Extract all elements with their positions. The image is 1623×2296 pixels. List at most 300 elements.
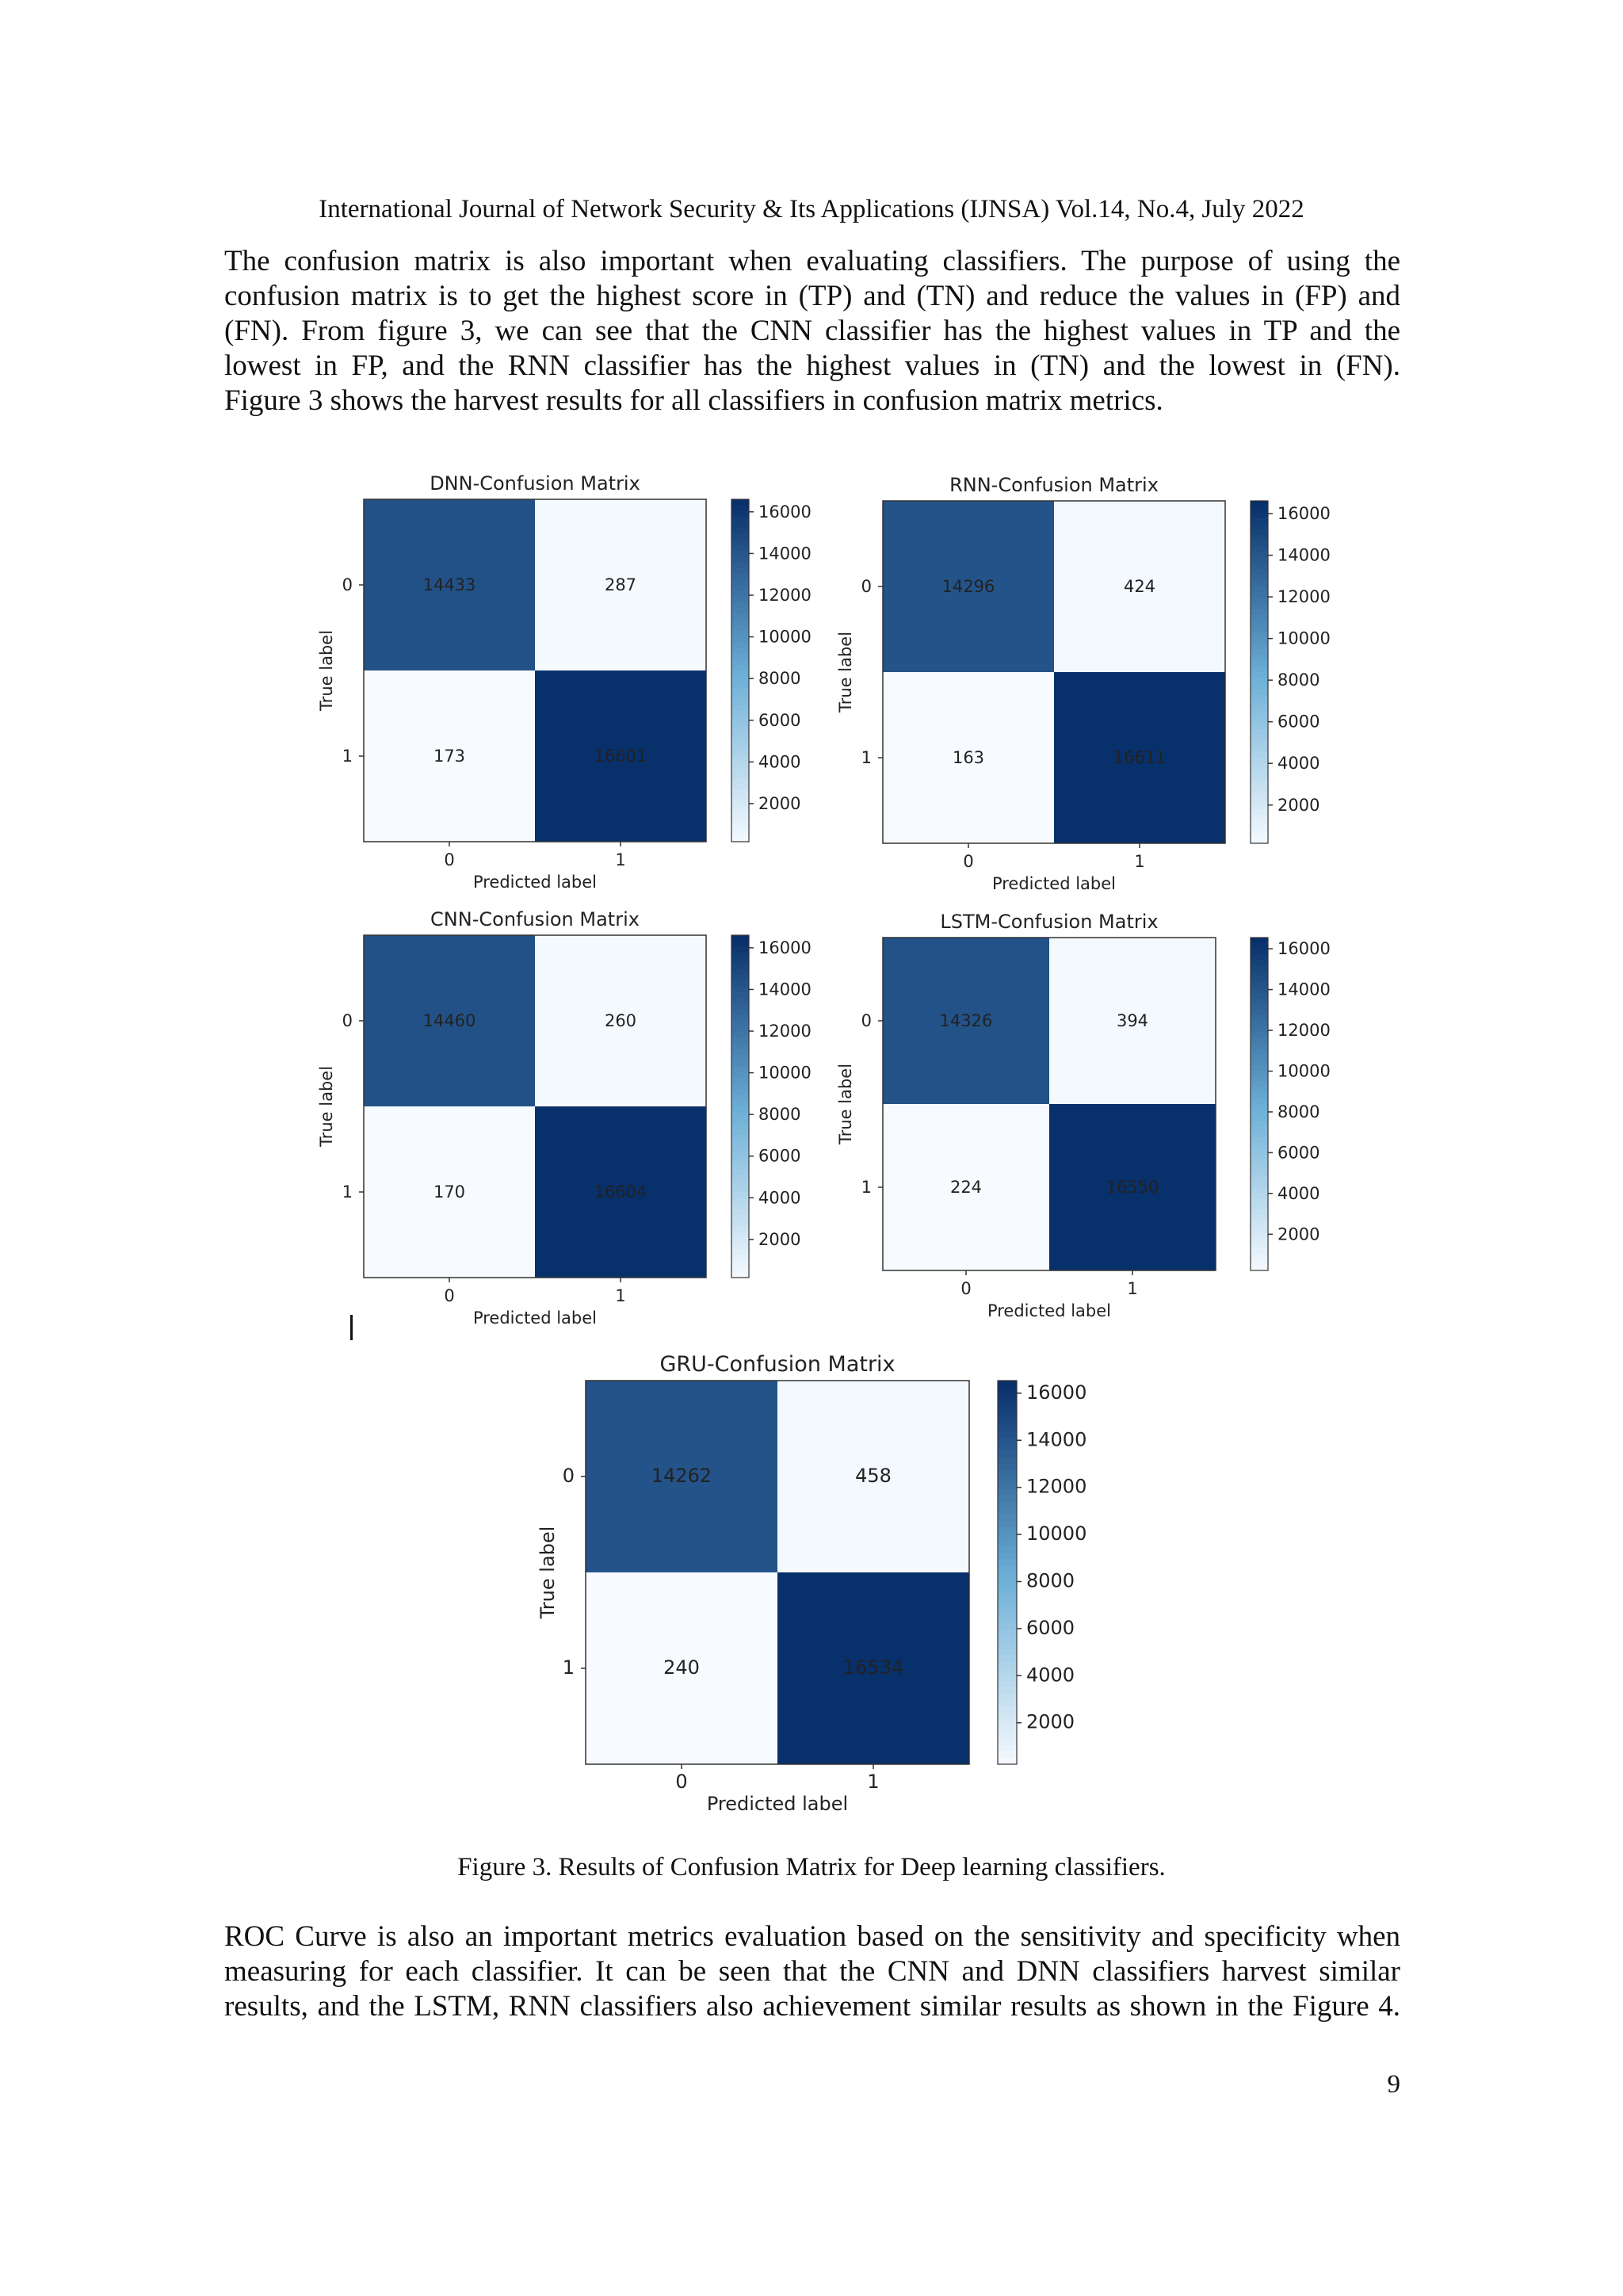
- colorbar-segment: [731, 1015, 749, 1022]
- colorbar-tick-label: 8000: [1277, 670, 1320, 690]
- colorbar-segment: [1251, 512, 1268, 518]
- cell-value: 424: [1123, 577, 1156, 596]
- colorbar-tick-label: 16000: [1277, 504, 1331, 524]
- colorbar-segment: [731, 779, 749, 785]
- colorbar-segment: [1251, 712, 1268, 718]
- colorbar-segment: [1251, 747, 1268, 753]
- x-tick-label: 0: [960, 1279, 972, 1298]
- colorbar-segment: [1251, 1159, 1268, 1166]
- colorbar-segment: [731, 574, 749, 580]
- colorbar-segment: [998, 1528, 1017, 1535]
- colorbar-segment: [1251, 1093, 1268, 1099]
- colorbar-segment: [731, 562, 749, 568]
- colorbar-segment: [1251, 690, 1268, 696]
- colorbar-segment: [1251, 1132, 1268, 1138]
- colorbar-segment: [1251, 1226, 1268, 1232]
- text-line: ROC Curve is also an important metrics evaluation based on the sensitivity and specificity when: [224, 1920, 1400, 1953]
- colorbar-segment: [998, 1675, 1017, 1682]
- colorbar-segment: [1251, 1037, 1268, 1044]
- colorbar-tick-label: 12000: [758, 1022, 812, 1041]
- colorbar-segment: [1251, 1165, 1268, 1171]
- colorbar-segment: [731, 579, 749, 586]
- colorbar-segment: [998, 1572, 1017, 1580]
- text-line: results, and the LSTM, RNN classifiers also achievement similar results as shown in the Figure 4.: [224, 1990, 1400, 2023]
- colorbar-tick-label: 10000: [1277, 628, 1331, 648]
- colorbar-segment: [731, 1158, 749, 1164]
- colorbar-segment: [731, 1209, 749, 1216]
- colorbar-segment: [1251, 706, 1268, 712]
- colorbar-tick-label: 2000: [1277, 1224, 1320, 1244]
- dnn-confusion-matrix: [313, 466, 852, 898]
- colorbar-segment: [1251, 547, 1268, 553]
- colorbar-tick-label: 12000: [1026, 1475, 1087, 1498]
- colorbar-segment: [731, 1266, 749, 1273]
- colorbar-segment: [998, 1630, 1017, 1637]
- colorbar-tick-label: 10000: [1026, 1522, 1087, 1545]
- colorbar-segment: [1251, 1204, 1268, 1210]
- colorbar-segment: [731, 796, 749, 802]
- colorbar-segment: [731, 590, 749, 597]
- colorbar-segment: [731, 642, 749, 648]
- colorbar-segment: [731, 528, 749, 534]
- colorbar-segment: [1251, 752, 1268, 758]
- figure-caption: Figure 3. Results of Confusion Matrix for Deep learning classifiers.: [457, 1853, 1166, 1881]
- colorbar-segment: [1251, 971, 1268, 977]
- colorbar-segment: [731, 1260, 749, 1266]
- colorbar-segment: [998, 1419, 1017, 1426]
- text-line: (FN). From figure 3, we can see that the CNN classifier has the highest values in TP and the: [224, 315, 1400, 347]
- colorbar-segment: [998, 1464, 1017, 1471]
- colorbar-segment: [731, 1169, 749, 1175]
- colorbar-segment: [998, 1604, 1017, 1611]
- colorbar-tick-label: 8000: [1026, 1569, 1075, 1592]
- colorbar-tick-label: 2000: [758, 1229, 801, 1249]
- colorbar-tick-label: 2000: [758, 793, 801, 813]
- colorbar-segment: [1251, 938, 1268, 944]
- colorbar-tick-label: 16000: [758, 502, 812, 521]
- text-line: Figure 3 shows the harvest results for all classifiers in confusion matrix metrics.: [224, 384, 1163, 417]
- colorbar-segment: [731, 670, 749, 677]
- colorbar-segment: [731, 1255, 749, 1261]
- colorbar-segment: [731, 992, 749, 999]
- colorbar-segment: [998, 1681, 1017, 1688]
- colorbar-segment: [1251, 563, 1268, 570]
- colorbar-segment: [731, 1198, 749, 1204]
- colorbar-segment: [731, 613, 749, 620]
- colorbar-segment: [1251, 1115, 1268, 1121]
- colorbar-segment: [998, 1566, 1017, 1573]
- colorbar-segment: [731, 1072, 749, 1079]
- colorbar-segment: [1251, 1182, 1268, 1188]
- colorbar-segment: [731, 522, 749, 529]
- cell-value: 14433: [422, 575, 476, 594]
- colorbar-segment: [731, 1192, 749, 1198]
- colorbar-segment: [1251, 609, 1268, 616]
- colorbar-segment: [731, 625, 749, 631]
- colorbar-segment: [1251, 1143, 1268, 1149]
- colorbar-segment: [731, 946, 749, 953]
- colorbar-segment: [1251, 506, 1268, 513]
- colorbar-tick-label: 2000: [1026, 1710, 1075, 1733]
- colorbar-segment: [731, 722, 749, 728]
- colorbar-segment: [998, 1720, 1017, 1727]
- colorbar-segment: [731, 1010, 749, 1016]
- colorbar-segment: [731, 751, 749, 757]
- x-tick-label: 1: [1127, 1279, 1138, 1298]
- y-tick-label: 0: [861, 1011, 872, 1030]
- colorbar-segment: [998, 1624, 1017, 1631]
- colorbar-segment: [1251, 1071, 1268, 1077]
- colorbar-segment: [731, 733, 749, 739]
- colorbar-segment: [731, 785, 749, 791]
- colorbar-segment: [1251, 965, 1268, 972]
- colorbar-segment: [1251, 604, 1268, 610]
- colorbar-segment: [731, 1215, 749, 1221]
- colorbar-segment: [1251, 718, 1268, 724]
- colorbar-segment: [998, 1489, 1017, 1496]
- colorbar-segment: [1251, 763, 1268, 770]
- x-tick-label: 0: [675, 1771, 688, 1793]
- colorbar-segment: [1251, 1237, 1268, 1244]
- colorbar-segment: [1251, 949, 1268, 955]
- colorbar-tick-label: 10000: [758, 627, 812, 647]
- colorbar-segment: [1251, 1110, 1268, 1116]
- colorbar-segment: [731, 808, 749, 814]
- colorbar-segment: [1251, 1104, 1268, 1110]
- rnn-confusion-matrix: [832, 468, 1371, 900]
- colorbar-tick-label: 14000: [1277, 545, 1331, 565]
- y-axis-label: True label: [317, 1065, 336, 1148]
- colorbar-segment: [1251, 1232, 1268, 1238]
- colorbar-segment: [998, 1617, 1017, 1624]
- colorbar-segment: [1251, 592, 1268, 598]
- colorbar-segment: [1251, 638, 1268, 644]
- colorbar-segment: [731, 981, 749, 988]
- colorbar-segment: [1251, 826, 1268, 832]
- colorbar-segment: [1251, 724, 1268, 730]
- colorbar-segment: [731, 1140, 749, 1147]
- colorbar-tick-label: 4000: [1277, 1183, 1320, 1203]
- colorbar-segment: [998, 1477, 1017, 1484]
- colorbar-segment: [1251, 1154, 1268, 1160]
- colorbar-segment: [1251, 1148, 1268, 1155]
- colorbar-segment: [998, 1579, 1017, 1586]
- colorbar-segment: [1251, 649, 1268, 655]
- cell-value: 240: [663, 1656, 700, 1679]
- colorbar-tick-label: 6000: [1277, 712, 1320, 732]
- colorbar-segment: [1251, 701, 1268, 707]
- colorbar-segment: [998, 1412, 1017, 1419]
- gru-confusion-matrix: [527, 1347, 1121, 1831]
- cell-value: 173: [433, 747, 466, 766]
- x-tick-label: 0: [963, 852, 974, 871]
- colorbar-segment: [731, 699, 749, 705]
- colorbar-segment: [1251, 1076, 1268, 1083]
- colorbar-segment: [1251, 615, 1268, 621]
- colorbar-segment: [1251, 501, 1268, 507]
- colorbar-segment: [731, 1175, 749, 1181]
- cell-value: 163: [952, 748, 985, 767]
- colorbar-tick-label: 12000: [1277, 587, 1331, 607]
- chart-title: GRU-Confusion Matrix: [659, 1352, 896, 1377]
- colorbar-segment: [731, 802, 749, 808]
- colorbar-segment: [731, 987, 749, 993]
- colorbar-segment: [731, 545, 749, 552]
- colorbar-segment: [1251, 1054, 1268, 1060]
- cell-value: 394: [1116, 1011, 1149, 1030]
- colorbar-segment: [1251, 626, 1268, 632]
- colorbar-segment: [1251, 695, 1268, 701]
- colorbar-segment: [1251, 960, 1268, 966]
- colorbar-segment: [1251, 1209, 1268, 1216]
- colorbar-segment: [1251, 1254, 1268, 1260]
- lstm-confusion-matrix: [832, 907, 1371, 1318]
- colorbar-segment: [1251, 786, 1268, 793]
- colorbar-segment: [731, 1055, 749, 1061]
- colorbar-segment: [731, 710, 749, 716]
- colorbar-segment: [731, 964, 749, 970]
- colorbar-segment: [998, 1591, 1017, 1599]
- colorbar-tick-label: 10000: [758, 1063, 812, 1083]
- colorbar-segment: [1251, 632, 1268, 639]
- colorbar-segment: [731, 1244, 749, 1250]
- colorbar-tick-label: 8000: [1277, 1102, 1320, 1121]
- colorbar-segment: [731, 1095, 749, 1102]
- y-tick-label: 1: [562, 1656, 575, 1679]
- colorbar-segment: [1251, 1193, 1268, 1199]
- colorbar-segment: [1251, 678, 1268, 684]
- colorbar-segment: [731, 585, 749, 591]
- colorbar-segment: [1251, 832, 1268, 839]
- colorbar-tick-label: 4000: [758, 1188, 801, 1208]
- colorbar-segment: [731, 774, 749, 780]
- colorbar-segment: [998, 1694, 1017, 1701]
- colorbar-segment: [731, 688, 749, 694]
- colorbar-segment: [731, 510, 749, 517]
- colorbar-segment: [1251, 1126, 1268, 1133]
- colorbar-segment: [1251, 667, 1268, 673]
- colorbar-segment: [731, 1117, 749, 1124]
- colorbar-segment: [1251, 1171, 1268, 1177]
- colorbar-segment: [1251, 552, 1268, 559]
- colorbar-tick-label: 2000: [1277, 795, 1320, 815]
- colorbar-segment: [731, 1135, 749, 1141]
- colorbar-segment: [731, 1003, 749, 1010]
- colorbar-segment: [998, 1713, 1017, 1720]
- colorbar-segment: [1251, 1187, 1268, 1194]
- colorbar-segment: [731, 756, 749, 762]
- y-axis-label: True label: [836, 631, 855, 713]
- colorbar-segment: [731, 1203, 749, 1209]
- colorbar-segment: [1251, 1137, 1268, 1144]
- colorbar-segment: [1251, 529, 1268, 536]
- colorbar-segment: [1251, 740, 1268, 747]
- x-axis-label: Predicted label: [991, 874, 1117, 893]
- cell-value: 14296: [941, 577, 995, 596]
- colorbar-segment: [731, 998, 749, 1004]
- colorbar-segment: [1251, 1032, 1268, 1038]
- x-tick-label: 0: [444, 1286, 455, 1305]
- colorbar-segment: [998, 1393, 1017, 1400]
- colorbar-segment: [998, 1739, 1017, 1746]
- colorbar-segment: [1251, 672, 1268, 678]
- colorbar-segment: [731, 1083, 749, 1090]
- colorbar-segment: [1251, 988, 1268, 994]
- colorbar-segment: [731, 539, 749, 545]
- colorbar-segment: [1251, 1215, 1268, 1221]
- y-axis-label: True label: [836, 1063, 855, 1145]
- colorbar-tick-label: 8000: [758, 669, 801, 689]
- colorbar-segment: [731, 636, 749, 643]
- colorbar-segment: [731, 1226, 749, 1232]
- y-tick-label: 0: [562, 1465, 575, 1487]
- cell-value: 14326: [939, 1011, 993, 1030]
- colorbar-segment: [998, 1425, 1017, 1432]
- colorbar-segment: [1251, 999, 1268, 1005]
- colorbar-segment: [731, 767, 749, 774]
- colorbar-tick-label: 16000: [1026, 1381, 1087, 1404]
- colorbar-segment: [1251, 729, 1268, 735]
- colorbar-segment: [731, 676, 749, 682]
- colorbar-tick-label: 12000: [1277, 1021, 1331, 1041]
- colorbar-segment: [998, 1598, 1017, 1605]
- colorbar-segment: [998, 1534, 1017, 1541]
- colorbar-segment: [731, 517, 749, 523]
- colorbar-segment: [1251, 535, 1268, 541]
- colorbar-tick-label: 14000: [758, 980, 812, 999]
- colorbar-segment: [731, 682, 749, 688]
- cell-value: 14262: [651, 1465, 712, 1487]
- text-line: measuring for each classifier. It can be seen that the CNN and DNN classifiers harvest similar: [224, 1955, 1400, 1988]
- colorbar-segment: [731, 831, 749, 837]
- colorbar-segment: [998, 1400, 1017, 1407]
- colorbar-tick-label: 12000: [758, 585, 812, 605]
- colorbar-segment: [731, 551, 749, 557]
- colorbar-segment: [998, 1733, 1017, 1740]
- colorbar-segment: [1251, 518, 1268, 525]
- cell-value: 16534: [842, 1656, 904, 1679]
- colorbar-segment: [1251, 655, 1268, 661]
- colorbar-segment: [998, 1610, 1017, 1618]
- colorbar-segment: [731, 716, 749, 723]
- colorbar-segment: [998, 1547, 1017, 1554]
- colorbar-segment: [1251, 644, 1268, 650]
- colorbar-segment: [1251, 792, 1268, 798]
- colorbar-segment: [731, 1238, 749, 1244]
- colorbar-segment: [998, 1706, 1017, 1713]
- colorbar-segment: [998, 1687, 1017, 1694]
- colorbar-segment: [731, 1232, 749, 1238]
- colorbar-segment: [998, 1470, 1017, 1477]
- page-number: 9: [1387, 2070, 1400, 2099]
- colorbar-segment: [731, 1106, 749, 1113]
- colorbar-tick-label: 14000: [1026, 1428, 1087, 1451]
- chart-title: LSTM-Confusion Matrix: [940, 911, 1159, 933]
- colorbar-segment: [731, 499, 749, 506]
- colorbar-segment: [1251, 976, 1268, 983]
- colorbar-segment: [731, 824, 749, 831]
- colorbar-segment: [1251, 775, 1268, 781]
- colorbar-tick-label: 16000: [1277, 939, 1331, 959]
- colorbar-segment: [731, 1089, 749, 1095]
- x-tick-label: 1: [867, 1771, 880, 1793]
- cell-value: 16550: [1106, 1178, 1159, 1197]
- colorbar-segment: [731, 1038, 749, 1045]
- cell-value: 170: [433, 1182, 466, 1201]
- colorbar-segment: [1251, 558, 1268, 564]
- y-tick-label: 1: [342, 1182, 353, 1201]
- intro-paragraph: [224, 244, 1400, 418]
- colorbar-segment: [998, 1432, 1017, 1439]
- colorbar-segment: [731, 745, 749, 751]
- y-tick-label: 0: [861, 577, 872, 596]
- cell-value: 16601: [594, 747, 647, 766]
- colorbar-segment: [998, 1656, 1017, 1663]
- colorbar-segment: [1251, 661, 1268, 667]
- colorbar-segment: [998, 1541, 1017, 1548]
- colorbar-segment: [1251, 1248, 1268, 1255]
- colorbar-tick-label: 6000: [1277, 1143, 1320, 1163]
- colorbar-segment: [731, 608, 749, 614]
- colorbar-segment: [731, 813, 749, 819]
- y-tick-label: 0: [342, 1011, 353, 1030]
- colorbar-segment: [731, 1032, 749, 1038]
- colorbar-segment: [1251, 758, 1268, 764]
- colorbar-segment: [1251, 1015, 1268, 1022]
- x-axis-label: Predicted label: [706, 1793, 849, 1815]
- colorbar-segment: [731, 975, 749, 981]
- x-tick-label: 1: [615, 1286, 626, 1305]
- colorbar-segment: [1251, 1026, 1268, 1033]
- colorbar-segment: [998, 1585, 1017, 1592]
- colorbar-tick-label: 6000: [758, 1146, 801, 1166]
- x-axis-label: Predicted label: [472, 1308, 598, 1328]
- colorbar-segment: [998, 1521, 1017, 1528]
- colorbar-segment: [1251, 769, 1268, 775]
- colorbar-segment: [731, 705, 749, 711]
- colorbar-tick-label: 14000: [1277, 980, 1331, 999]
- colorbar-tick-label: 4000: [1026, 1664, 1075, 1687]
- colorbar-segment: [731, 1067, 749, 1073]
- colorbar-segment: [1251, 569, 1268, 575]
- colorbar-segment: [731, 739, 749, 745]
- colorbar-segment: [998, 1726, 1017, 1733]
- colorbar-tick-label: 10000: [1277, 1061, 1331, 1081]
- colorbar-segment: [731, 941, 749, 947]
- colorbar-segment: [1251, 1087, 1268, 1094]
- cell-value: 14460: [422, 1011, 476, 1030]
- colorbar-segment: [731, 596, 749, 602]
- colorbar-segment: [998, 1662, 1017, 1669]
- colorbar-segment: [1251, 598, 1268, 604]
- colorbar-tick-label: 14000: [758, 544, 812, 563]
- colorbar-segment: [1251, 815, 1268, 821]
- colorbar-segment: [1251, 1121, 1268, 1127]
- chart-title: CNN-Confusion Matrix: [430, 908, 640, 930]
- colorbar-segment: [1251, 1098, 1268, 1105]
- text-line: confusion matrix is to get the highest score in (TP) and (TN) and reduce the values in (FP) and: [224, 280, 1400, 312]
- y-axis-label: True label: [317, 629, 336, 712]
- cell-value: 260: [604, 1011, 637, 1030]
- x-tick-label: 0: [444, 850, 455, 869]
- colorbar-segment: [731, 958, 749, 965]
- colorbar-segment: [731, 969, 749, 976]
- colorbar-segment: [1251, 1176, 1268, 1182]
- x-axis-label: Predicted label: [987, 1301, 1112, 1320]
- roc-paragraph: [224, 1920, 1400, 2024]
- colorbar-tick-label: 16000: [758, 938, 812, 957]
- colorbar-segment: [1251, 804, 1268, 810]
